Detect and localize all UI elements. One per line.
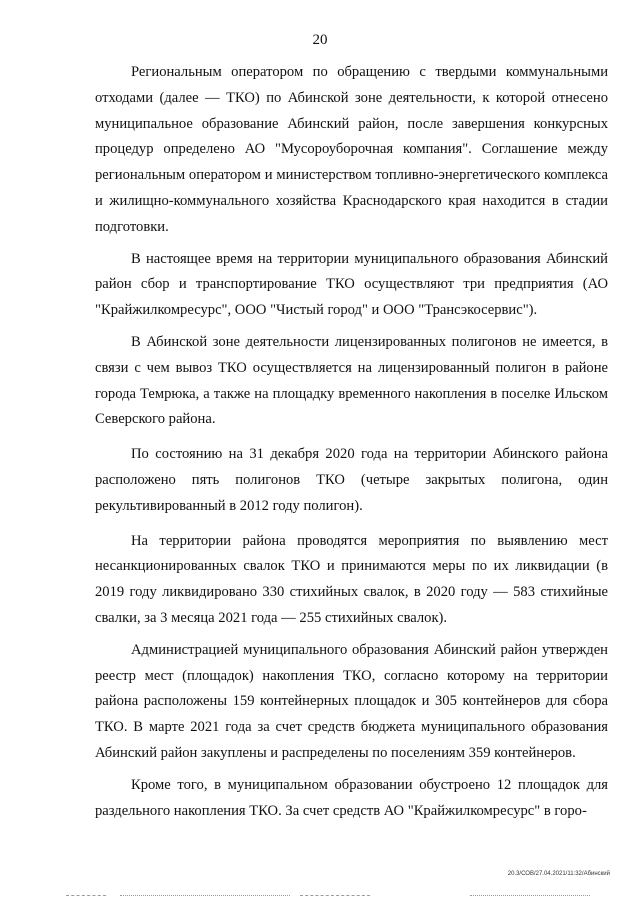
scan-artifact-line: [66, 895, 106, 896]
page-number: 20: [312, 32, 328, 48]
scan-artifact-line: [470, 895, 590, 896]
paragraph-container-registry: Администрацией муниципального образования Абинский район утвержден реестр мест (площадок) накопления ТКО, согласно которому на территории района расположены 159 контейнерных площадок и 305 контейнеров для сбора ТКО. В марте 2021 года за счет средств бюджета муниципального образования Абинский район закуплены и распределены по поселениям 359 контейнеров.: [95, 641, 608, 761]
paragraph-separate-collection: Кроме того, в муниципальном образовании обустроено 12 площадок для раздельного накопления ТКО. За счет средств АО "Крайжилкомресурс" в горо-: [95, 776, 608, 819]
paragraph-illegal-dumps: На территории района проводятся мероприятия по выявлению мест несанкционированных свалок ТКО и принимаются меры по их ликвидации (в 2019 году ликвидировано 330 стихийных свалок, в 2020 году — 583 стихийные свалки, за 3 месяца 2021 года — 255 стихийных свалок).: [95, 532, 608, 626]
paragraph-regional-operator: Региональным оператором по обращению с твердыми коммунальными отходами (далее — ТКО) по Абинской зоне деятельности, к которой отнесено муниципальное образование Абинский район, после завершения конкурсных процедур определено АО "Мусороуборочная компания". Соглашение между региональным оператором и министерством топливно-энергетического комплекса и жилищно-коммунального хозяйства Краснодарского края находится в стадии подготовки.: [95, 64, 608, 235]
document-body: [95, 60, 608, 824]
scan-artifact-line: [120, 895, 290, 896]
document-footer-code: 20.3/СОВ/27.04.2021/11:32/Абинский: [507, 871, 610, 877]
paragraph-landfill-licensing: В Абинской зоне деятельности лицензированных полигонов не имеется, в связи с чем вывоз ТКО осуществляется на лицензированный полигон в районе города Темрюка, а также на площадку временного накопления в поселке Ильском Северского района.: [95, 333, 608, 428]
scan-artifact-line: [300, 895, 370, 896]
paragraph-collection-enterprises: В настоящее время на территории муниципального образования Абинский район сбор и транспортирование ТКО осуществляют три предприятия (АО "Крайжилкомресурс", ООО "Чистый город" и ООО "Трансэкосервис").: [95, 250, 608, 319]
paragraph-landfill-count: По состоянию на 31 декабря 2020 года на территории Абинского района расположено пять полигонов ТКО (четыре закрытых полигона, один рекультивированный в 2012 году полигон).: [95, 446, 608, 514]
